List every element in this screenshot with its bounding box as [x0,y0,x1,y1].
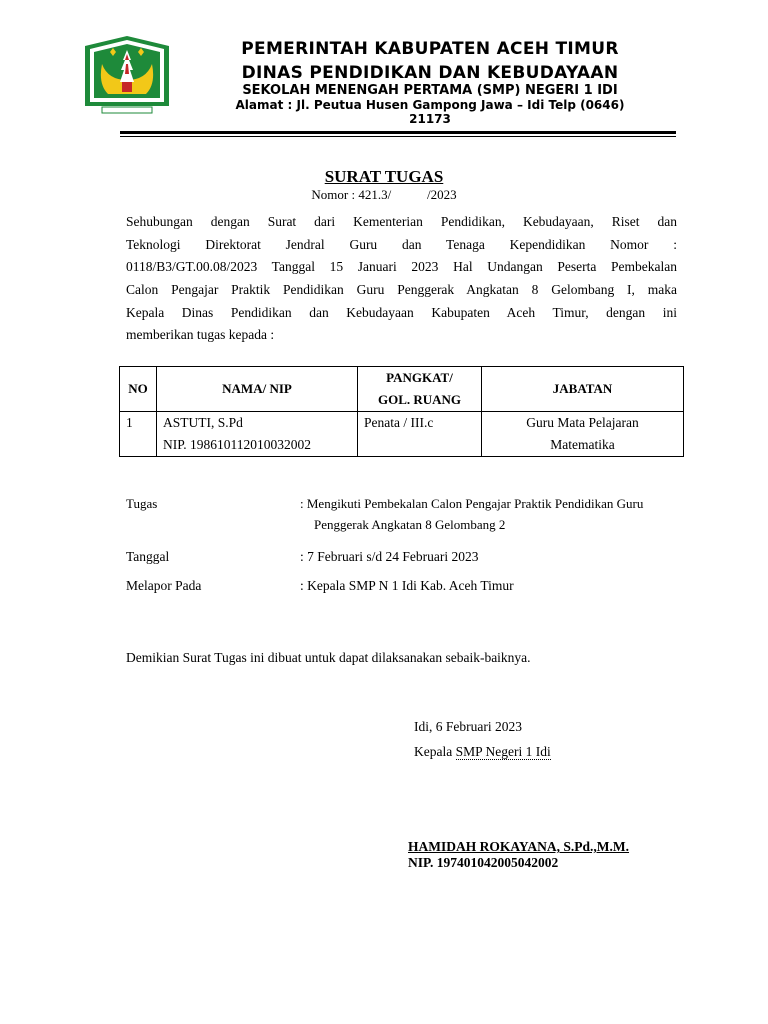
intro-line: 0118/B3/GT.00.08/2023 Tanggal 15 Januari 2023 Hal Undangan Peserta Pembekalan [126,259,677,275]
cell-no: 1 [120,412,157,457]
header-line-department: DINAS PENDIDIKAN DAN KEBUDAYAAN [241,63,619,83]
tugas-label: Tugas [126,496,158,511]
cell-jabatan [482,412,684,457]
tanggal-label: Tanggal [126,549,170,564]
col-header-nama: NAMA/ NIP [157,367,358,412]
signature-role-school: SMP Negeri 1 Idi [455,744,551,759]
assignee-table [119,366,684,457]
col-header-pangkat-line1: PANGKAT/ [386,370,453,385]
cell-jabatan-line1: Guru Mata Pelajaran [526,415,639,430]
col-header-pangkat-line2: GOL. RUANG [377,392,462,407]
intro-line: Sehubungan dengan Surat dari Kementerian Pendidikan, Kebudayaan, Riset dan [126,214,677,229]
document-title: SURAT TUGAS [324,167,444,186]
header-divider-thin [120,136,676,137]
cell-pangkat: Penata / III.c [358,412,482,457]
header-divider-thick [120,131,676,134]
melapor-label: Melapor Pada [126,578,202,593]
col-header-pangkat [358,367,482,412]
melapor-value: : Kepala SMP N 1 Idi Kab. Aceh Timur [300,578,514,593]
header-line-school: SEKOLAH MENENGAH PERTAMA (SMP) NEGERI 1 IDI [242,83,618,98]
intro-paragraph [126,211,677,347]
closing-statement: Demikian Surat Tugas ini dibuat untuk dapat dilaksanakan sebaik-baiknya. [126,650,531,665]
header-line-government: PEMERINTAH KABUPATEN ACEH TIMUR [241,39,619,59]
intro-line: Teknologi Direktorat Jendral Guru dan Tenaga Kependidikan Nomor : [126,236,677,252]
signature-role-prefix: Kepala [414,744,456,759]
signature-role [414,744,551,760]
tugas-value-line2: Penggerak Angkatan 8 Gelombang 2 [314,517,506,532]
signature-place-date: Idi, 6 Februari 2023 [414,719,522,734]
document-number: Nomor : 421.3/ /2023 [311,187,457,202]
cell-jabatan-line2: Matematika [550,437,615,452]
cell-nama-nip: NIP. 198610112010032002 [163,437,312,452]
header-line-address: Alamat : Jl. Peutua Husen Gampong Jawa – Idi Telp (0646) [235,98,625,112]
col-header-jabatan: JABATAN [482,367,684,412]
intro-line: Kepala Dinas Pendidikan dan Kebudayaan Kabupaten Aceh Timur, dengan ini [126,304,677,320]
intro-line: Calon Pengajar Praktik Pendidikan Guru Penggerak Angkatan 8 Gelombang I, maka [126,282,677,298]
header-line-postcode: 21173 [409,112,451,126]
cell-nama-name: ASTUTI, S.Pd [163,415,243,430]
intro-line: memberikan tugas kepada : [126,327,275,343]
tanggal-value: : 7 Februari s/d 24 Februari 2023 [300,549,479,564]
table-row [120,412,684,457]
table-header-row [120,367,684,412]
signatory-name: HAMIDAH ROKAYANA, S.Pd.,M.M. [408,839,630,854]
col-header-no: NO [120,367,157,412]
cell-nama [157,412,358,457]
signatory-nip: NIP. 197401042005042002 [408,855,559,870]
tugas-value-line1: : Mengikuti Pembekalan Calon Pengajar Praktik Pendidikan Guru [300,496,644,511]
